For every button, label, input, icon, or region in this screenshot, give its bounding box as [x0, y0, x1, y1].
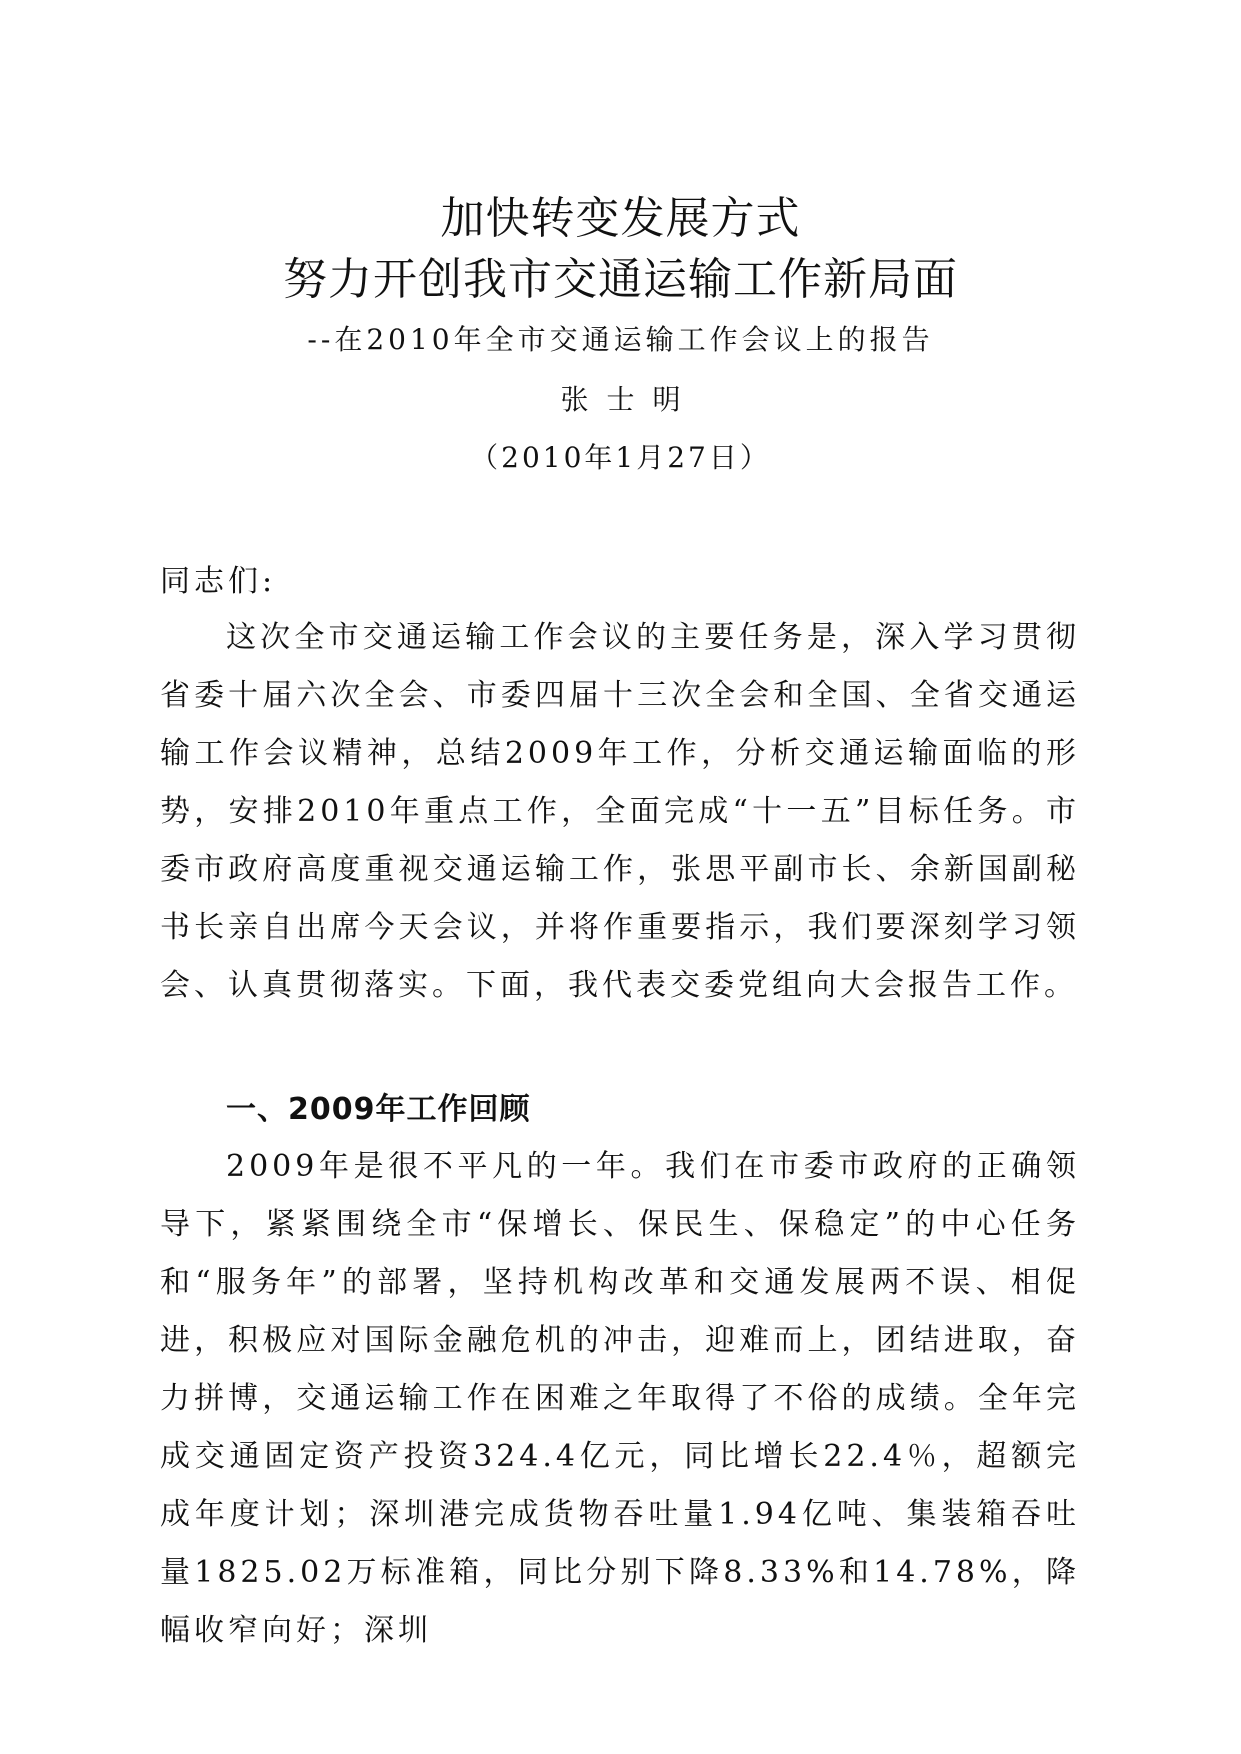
intro-paragraph: 这次全市交通运输工作会议的主要任务是，深入学习贯彻省委十届六次全会、市委四届十三次全会和全国、全省交通运输工作会议精神，总结2009年工作，分析交通运输面临的形势，安排2010年重点工作，全面完成“十一五”目标任务。市委市政府高度重视交通运输工作，张思平副市长、余新国副秘书长亲自出席今天会议，并将作重要指示，我们要深刻学习领会、认真贯彻落实。下面，我代表交委党组向大会报告工作。 [160, 620, 1080, 1003]
subtitle: --在2010年全市交通运输工作会议上的报告 [307, 323, 934, 356]
title-line-2: 努力开创我市交通运输工作新局面 [283, 254, 958, 305]
author-name: 张士明 [560, 383, 699, 416]
section-heading: 一、2009年工作回顾 [226, 1092, 531, 1127]
report-date: （2010年1月27日） [470, 441, 771, 474]
title-line-1: 加快转变发展方式 [440, 193, 801, 244]
review-paragraph: 2009年是很不平凡的一年。我们在市委市政府的正确领导下，紧紧围绕全市“保增长、保民生、保稳定”的中心任务和“服务年”的部署，坚持机构改革和交通发展两不误、相促进，积极应对国际金融危机的冲击，迎难而上，团结进取，奋力拼博，交通运输工作在困难之年取得了不俗的成绩。全年完成交通固定资产投资324.4亿元，同比增长22.4％，超额完成年度计划；深圳港完成货物吞吐量1.94亿吨、集装箱吞吐量1825.02万标准箱，同比分别下降8.33%和14.78%，降幅收窄向好；深圳 [160, 1149, 1080, 1648]
salutation: 同志们: [160, 564, 277, 599]
